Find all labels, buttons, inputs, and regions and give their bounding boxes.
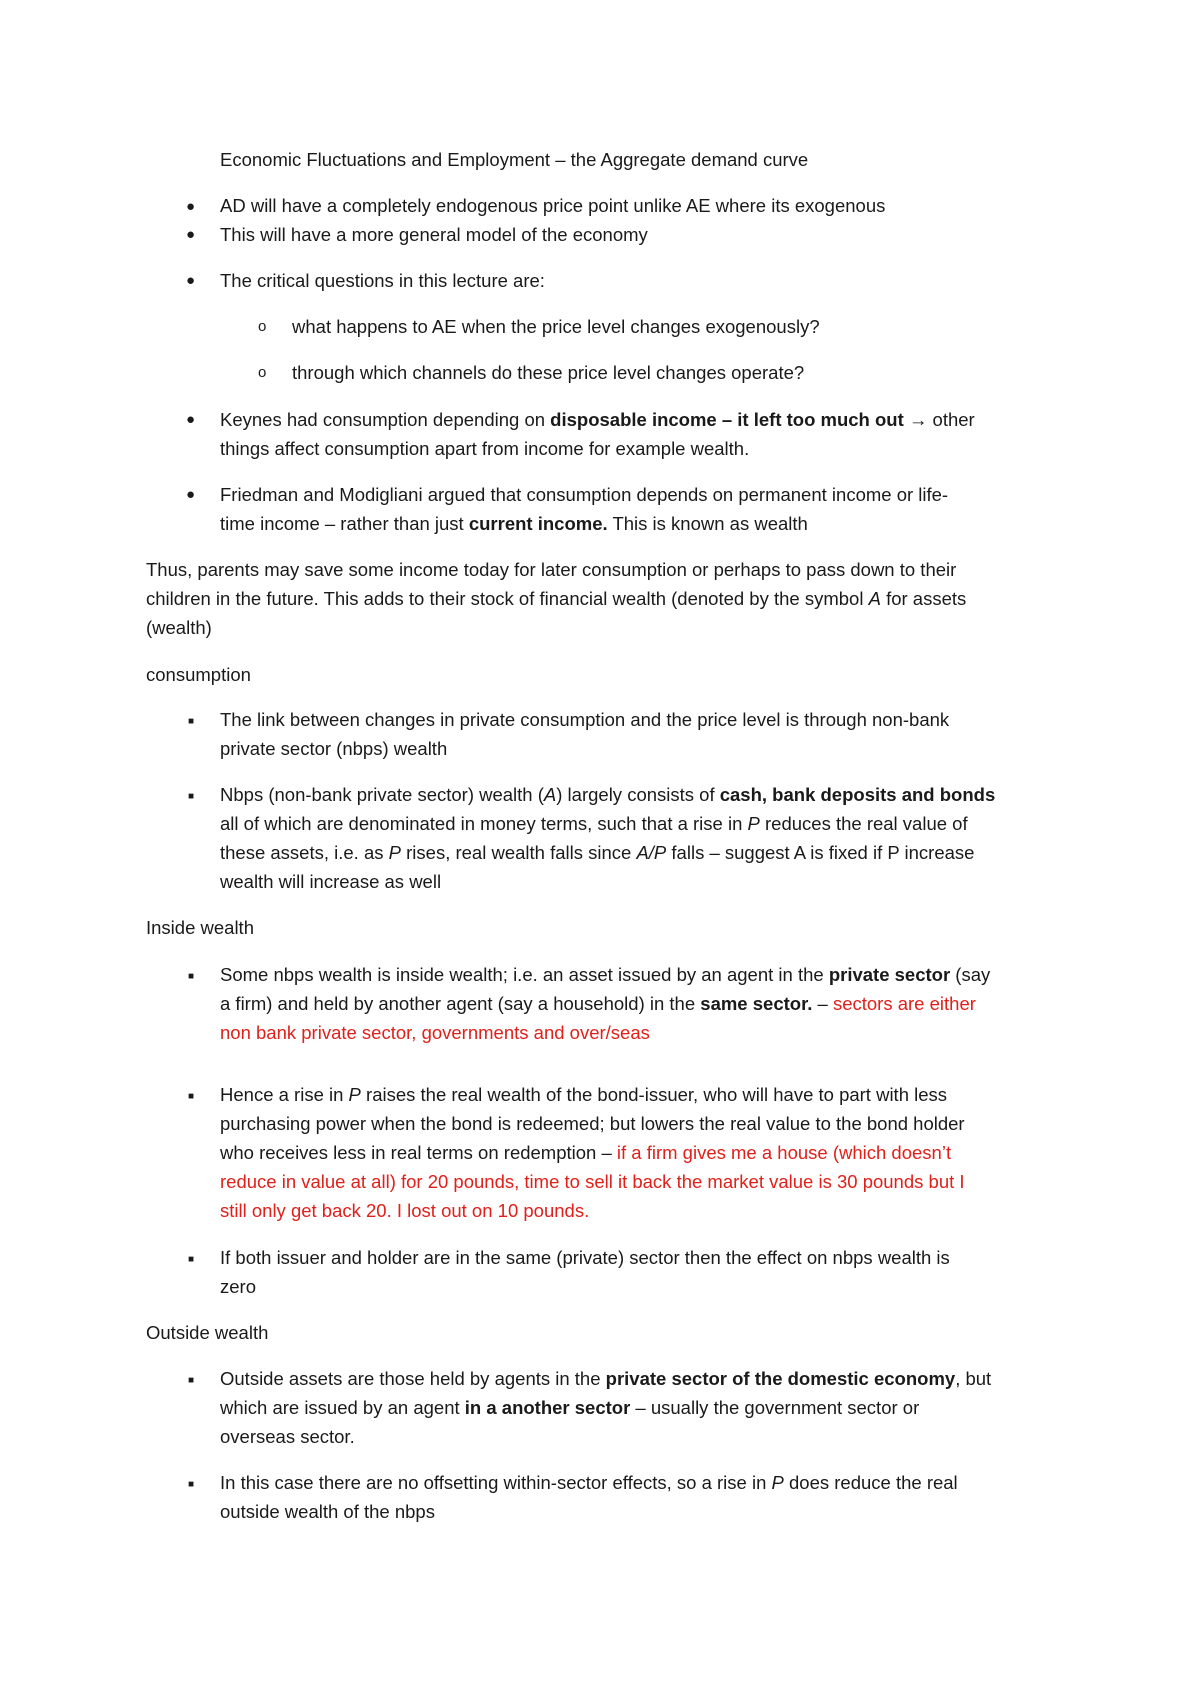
bullet-square: ■ [188, 1091, 195, 1102]
outside-bullet-1-line-2 [220, 1393, 919, 1422]
thus-line-2 [146, 584, 966, 613]
text: raises the real wealth of the bond-issuer, who will have to part with less [360, 1084, 948, 1105]
bold-text: same sector. [700, 993, 813, 1014]
text: reduces the real value of [759, 813, 968, 834]
arrow-right-icon: → [908, 409, 928, 430]
text: Outside assets are those held by agents in the [220, 1368, 606, 1389]
thus-line-3-text: (wealth) [146, 617, 212, 638]
inside-bullet-3-line-1 [220, 1243, 950, 1272]
inside-heading-text: Inside wealth [146, 917, 254, 938]
inside-bullet-2-line-4 [220, 1167, 965, 1196]
inside-bullet-2-line-1 [220, 1080, 947, 1109]
inside-bullet-1-line-1 [220, 960, 990, 989]
italic-p: P [388, 842, 401, 863]
text: , but [955, 1368, 992, 1389]
consumption-bullet-2-line-3 [220, 838, 974, 867]
text: wealth will increase as well [220, 871, 442, 892]
outside-bullet-1-line-3 [220, 1422, 355, 1451]
text: Some nbps wealth is inside wealth; i.e. an asset issued by an agent in the [220, 964, 829, 985]
consumption-bullet-2-line-1 [220, 780, 995, 809]
text: these assets, i.e. as [220, 842, 389, 863]
outside-bullet-1-line-1 [220, 1364, 991, 1393]
text: zero [220, 1276, 256, 1297]
text: (say [950, 964, 991, 985]
italic-p: P [348, 1084, 361, 1105]
consumption-bullet-1-line-1 [220, 705, 949, 734]
text: does reduce the real [783, 1472, 958, 1493]
thus-post: for assets [880, 588, 967, 609]
keynes-text: Keynes had consumption depending on [220, 409, 551, 430]
question-2-text: through which channels do these price level changes operate? [292, 362, 805, 383]
inside-bullet-2-line-2 [220, 1109, 965, 1138]
text: overseas sector. [220, 1426, 355, 1447]
question-2 [292, 358, 804, 387]
bullet-square: ■ [188, 791, 195, 802]
text: In this case there are no offsetting within-sector effects, so a rise in [220, 1472, 772, 1493]
bold-text: in a another sector [464, 1397, 631, 1418]
text: Hence a rise in [220, 1084, 349, 1105]
document-title [220, 145, 808, 174]
bullet-disc: ● [186, 486, 196, 503]
text: rises, real wealth falls since [401, 842, 637, 863]
text: falls – suggest A is fixed if P increase [666, 842, 975, 863]
ad-bullet-2-text: This will have a more general model of the economy [220, 224, 648, 245]
bullet-square: ■ [188, 1479, 195, 1490]
outside-heading [146, 1318, 268, 1347]
inside-bullet-1-line-3 [220, 1018, 650, 1047]
consumption-b1-text: The link between changes in private consumption and the price level is through non-bank [220, 709, 950, 730]
italic-a: A [543, 784, 557, 805]
bold-text: cash, bank deposits and bonds [719, 784, 996, 805]
bullet-disc: ● [186, 226, 196, 243]
red-note: sectors are either [832, 993, 976, 1014]
italic-p: P [771, 1472, 784, 1493]
keynes-line-2-text: things affect consumption apart from income for example wealth. [220, 438, 750, 459]
ad-bullet-3 [220, 266, 545, 295]
ad-bullet-3-text: The critical questions in this lecture are: [220, 270, 545, 291]
red-note: if a firm gives me a house (which doesn’t [616, 1142, 952, 1163]
consumption-bullet-1-line-2 [220, 734, 447, 763]
friedman-post: This is known as wealth [607, 513, 808, 534]
ad-bullet-1-text: AD will have a completely endogenous price point unlike AE where its exogenous [220, 195, 886, 216]
bullet-square: ■ [188, 716, 195, 727]
bullet-square: ■ [188, 971, 195, 982]
inside-bullet-2-line-5 [220, 1196, 589, 1225]
italic-p: P [747, 813, 760, 834]
inside-bullet-3-line-2 [220, 1272, 256, 1301]
keynes-line-1 [220, 405, 975, 434]
friedman-line-1-text: Friedman and Modigliani argued that consumption depends on permanent income or life- [220, 484, 949, 505]
bold-text: private sector of the domestic economy [605, 1368, 956, 1389]
text: a firm) and held by another agent (say a household) in the [220, 993, 701, 1014]
consumption-bullet-2-line-2 [220, 809, 968, 838]
text: ) largely consists of [556, 784, 720, 805]
inside-heading [146, 913, 254, 942]
keynes-bold: disposable income – it left too much out [550, 409, 904, 430]
consumption-heading-text: consumption [146, 664, 251, 685]
outside-heading-text: Outside wealth [146, 1322, 269, 1343]
thus-line-3 [146, 613, 212, 642]
bullet-disc: ● [186, 411, 196, 428]
ad-bullet-2 [220, 220, 648, 249]
bullet-circle: o [258, 364, 267, 381]
thus-line-1-text: Thus, parents may save some income today for later consumption or perhaps to pass down to their [146, 559, 957, 580]
keynes-line-2 [220, 434, 749, 463]
inside-bullet-2-line-3 [220, 1138, 951, 1167]
text: – [812, 993, 833, 1014]
consumption-heading [146, 660, 251, 689]
consumption-b1-text-2: private sector (nbps) wealth [220, 738, 448, 759]
text: which are issued by an agent [220, 1397, 465, 1418]
text: – usually the government sector or [630, 1397, 920, 1418]
keynes-post: other [927, 409, 975, 430]
bullet-disc: ● [186, 198, 196, 215]
text: purchasing power when the bond is redeemed; but lowers the real value to the bond holder [220, 1113, 965, 1134]
italic-ap: A/P [636, 842, 667, 863]
bold-text: private sector [828, 964, 951, 985]
friedman-line-1 [220, 480, 948, 509]
red-note: reduce in value at all) for 20 pounds, time to sell it back the market value is 30 pounds but I [220, 1171, 965, 1192]
ad-bullet-1 [220, 191, 885, 220]
thus-text: children in the future. This adds to their stock of financial wealth (denoted by the symbol [146, 588, 869, 609]
text: If both issuer and holder are in the same (private) sector then the effect on nbps wealth is [220, 1247, 950, 1268]
text: Nbps (non-bank private sector) wealth ( [220, 784, 544, 805]
question-1-text: what happens to AE when the price level changes exogenously? [292, 316, 820, 337]
red-note: non bank private sector, governments and over/seas [220, 1022, 650, 1043]
outside-bullet-2-line-1 [220, 1468, 958, 1497]
text: who receives less in real terms on redemption – [220, 1142, 617, 1163]
friedman-line-2 [220, 509, 808, 538]
friedman-text: time income – rather than just [220, 513, 469, 534]
bullet-square: ■ [188, 1254, 195, 1265]
text: outside wealth of the nbps [220, 1501, 435, 1522]
text: all of which are denominated in money terms, such that a rise in [220, 813, 748, 834]
thus-line-1 [146, 555, 956, 584]
thus-italic: A [868, 588, 881, 609]
red-note: still only get back 20. I lost out on 10 pounds. [220, 1200, 590, 1221]
friedman-bold: current income. [468, 513, 608, 534]
title-text: Economic Fluctuations and Employment – the Aggregate demand curve [220, 149, 809, 170]
consumption-bullet-2-line-4 [220, 867, 441, 896]
bullet-disc: ● [186, 272, 196, 289]
outside-bullet-2-line-2 [220, 1497, 435, 1526]
bullet-circle: o [258, 318, 267, 335]
bullet-square: ■ [188, 1375, 195, 1386]
question-1 [292, 312, 820, 341]
inside-bullet-1-line-2 [220, 989, 976, 1018]
